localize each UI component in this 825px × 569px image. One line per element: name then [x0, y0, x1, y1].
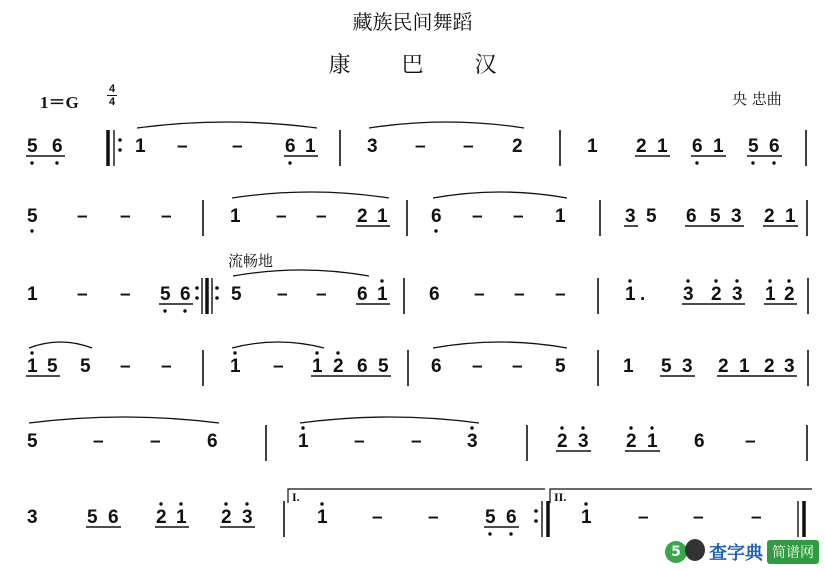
note: 6: [686, 206, 697, 227]
note: 2: [764, 356, 775, 377]
note: 6: [207, 431, 218, 452]
note: 5: [748, 136, 759, 157]
note: 3: [242, 507, 253, 528]
volta-bracket: [288, 489, 545, 503]
tie-slur: [137, 122, 317, 128]
note: 1: [298, 431, 309, 452]
duration-dash: –: [273, 356, 284, 377]
note: 5: [555, 356, 566, 377]
tie-slur: [29, 417, 219, 423]
duration-dash: –: [316, 284, 327, 305]
note: 6: [52, 136, 63, 157]
note: 2: [636, 136, 647, 157]
note: 1: [230, 356, 241, 377]
note: 1: [555, 206, 566, 227]
high-octave-dot: [245, 502, 248, 505]
logo-tag: 简谱网: [767, 540, 819, 564]
note: 5: [378, 356, 389, 377]
note: 6: [431, 356, 442, 377]
note: 2: [512, 136, 523, 157]
repeat-dot: [118, 138, 122, 142]
note: 3: [784, 356, 795, 377]
duration-dash: –: [472, 356, 483, 377]
song-category-title: 藏族民间舞蹈: [352, 10, 473, 34]
high-octave-dot: [560, 426, 563, 429]
note: 1: [230, 206, 241, 227]
low-octave-dot: [30, 229, 33, 232]
note: 1: [713, 136, 724, 157]
volta-label: II.: [554, 490, 567, 504]
duration-dash: –: [411, 431, 422, 452]
note: 1: [647, 431, 658, 452]
duration-dash: –: [354, 431, 365, 452]
duration-dash: –: [372, 507, 383, 528]
note: 3: [682, 356, 693, 377]
note: 3: [367, 136, 378, 157]
note: 2: [718, 356, 729, 377]
note: 5: [87, 507, 98, 528]
high-octave-dot: [650, 426, 653, 429]
repeat-dot: [534, 509, 538, 513]
note: 1: [765, 284, 776, 305]
note: 2: [333, 356, 344, 377]
duration-dash: –: [514, 284, 525, 305]
high-octave-dot: [179, 502, 182, 505]
high-octave-dot: [714, 279, 717, 282]
duration-dash: –: [463, 136, 474, 157]
low-octave-dot: [30, 161, 33, 164]
volta-bracket: [550, 489, 812, 503]
note: 2: [221, 507, 232, 528]
duration-dash: –: [77, 206, 88, 227]
duration-dash: –: [232, 136, 243, 157]
time-signature-bottom: 4: [108, 96, 116, 108]
low-octave-dot: [488, 532, 491, 535]
key-signature: 1＝G: [40, 93, 79, 112]
note: 5: [27, 431, 38, 452]
note: 3: [731, 206, 742, 227]
low-octave-dot: [751, 161, 754, 164]
logo-badge-icon: 5: [665, 541, 687, 563]
duration-dash: –: [120, 356, 131, 377]
duration-dash: –: [638, 507, 649, 528]
high-octave-dot: [224, 502, 227, 505]
low-octave-dot: [55, 161, 58, 164]
note: 6: [285, 136, 296, 157]
note: 1: [581, 507, 592, 528]
note: 1: [305, 136, 316, 157]
high-octave-dot: [470, 426, 473, 429]
duration-dash: –: [472, 206, 483, 227]
tie-slur: [232, 342, 324, 348]
high-octave-dot: [233, 351, 236, 354]
duration-dash: –: [555, 284, 566, 305]
duration-dash: –: [745, 431, 756, 452]
note: 1: [312, 356, 323, 377]
note: 2: [626, 431, 637, 452]
note: 6: [506, 507, 517, 528]
note: 1: [135, 136, 146, 157]
note: 5: [160, 284, 171, 305]
duration-dash: –: [120, 206, 131, 227]
note: 3: [625, 206, 636, 227]
high-octave-dot: [380, 279, 383, 282]
note: 3: [732, 284, 743, 305]
high-octave-dot: [159, 502, 162, 505]
note: 5: [27, 206, 38, 227]
high-octave-dot: [581, 426, 584, 429]
logo-site-name: 查字典: [709, 543, 763, 564]
note: 2: [784, 284, 795, 305]
duration-dash: –: [93, 431, 104, 452]
note: 5: [47, 356, 58, 377]
tie-slur: [433, 342, 567, 348]
high-octave-dot: [320, 502, 323, 505]
high-octave-dot: [629, 426, 632, 429]
repeat-dot: [534, 519, 538, 523]
note: 6: [431, 206, 442, 227]
high-octave-dot: [628, 279, 631, 282]
mascot-icon: [685, 539, 705, 561]
note: 1: [317, 507, 328, 528]
high-octave-dot: [735, 279, 738, 282]
note: 1: [176, 507, 187, 528]
repeat-dot: [118, 148, 122, 152]
high-octave-dot: [686, 279, 689, 282]
dotted-note-dot: .: [640, 284, 646, 305]
duration-dash: –: [177, 136, 188, 157]
low-octave-dot: [509, 532, 512, 535]
note: 5: [80, 356, 91, 377]
note: 5: [710, 206, 721, 227]
note: 3: [27, 507, 38, 528]
duration-dash: –: [161, 356, 172, 377]
low-octave-dot: [772, 161, 775, 164]
note: 3: [683, 284, 694, 305]
note: 6: [769, 136, 780, 157]
note: 1: [623, 356, 634, 377]
duration-dash: –: [316, 206, 327, 227]
note: 2: [711, 284, 722, 305]
repeat-dot: [215, 286, 219, 290]
note: 1: [27, 356, 38, 377]
note: 5: [27, 136, 38, 157]
low-octave-dot: [183, 309, 186, 312]
note: 6: [694, 431, 705, 452]
duration-dash: –: [150, 431, 161, 452]
tie-slur: [369, 122, 524, 128]
repeat-dot: [195, 296, 199, 300]
high-octave-dot: [336, 351, 339, 354]
high-octave-dot: [768, 279, 771, 282]
low-octave-dot: [695, 161, 698, 164]
duration-dash: –: [77, 284, 88, 305]
duration-dash: –: [428, 507, 439, 528]
note: 2: [764, 206, 775, 227]
tempo-marking: 流畅地: [228, 252, 274, 270]
note: 1: [785, 206, 796, 227]
note: 1: [377, 206, 388, 227]
volta-label: I.: [292, 490, 300, 504]
high-octave-dot: [787, 279, 790, 282]
high-octave-dot: [584, 502, 587, 505]
duration-dash: –: [276, 206, 287, 227]
note: 1: [739, 356, 750, 377]
note: 1: [625, 284, 636, 305]
note: 5: [661, 356, 672, 377]
note: 5: [231, 284, 242, 305]
note: 1: [587, 136, 598, 157]
low-octave-dot: [163, 309, 166, 312]
note: 5: [485, 507, 496, 528]
tie-slur: [29, 342, 92, 348]
repeat-dot: [215, 296, 219, 300]
note: 1: [27, 284, 38, 305]
duration-dash: –: [474, 284, 485, 305]
note: 3: [578, 431, 589, 452]
note: 6: [357, 284, 368, 305]
tie-slur: [233, 270, 369, 276]
note: 2: [357, 206, 368, 227]
duration-dash: –: [513, 206, 524, 227]
low-octave-dot: [434, 229, 437, 232]
note: 6: [108, 507, 119, 528]
note: 2: [557, 431, 568, 452]
duration-dash: –: [120, 284, 131, 305]
tie-slur: [300, 417, 479, 423]
low-octave-dot: [288, 161, 291, 164]
tie-slur: [232, 192, 389, 198]
note: 1: [657, 136, 668, 157]
duration-dash: –: [693, 507, 704, 528]
high-octave-dot: [301, 426, 304, 429]
watermark-logo: [665, 539, 819, 565]
note: 5: [646, 206, 657, 227]
note: 3: [467, 431, 478, 452]
duration-dash: –: [751, 507, 762, 528]
duration-dash: –: [415, 136, 426, 157]
song-title: 康 巴 汉: [328, 53, 519, 78]
tie-slur: [433, 192, 567, 198]
note: 6: [357, 356, 368, 377]
high-octave-dot: [30, 351, 33, 354]
duration-dash: –: [161, 206, 172, 227]
composer-credit: 央 忠曲: [732, 90, 782, 108]
time-signature-top: 4: [108, 83, 116, 95]
duration-dash: –: [277, 284, 288, 305]
note: 6: [180, 284, 191, 305]
note: 6: [692, 136, 703, 157]
high-octave-dot: [315, 351, 318, 354]
note: 2: [156, 507, 167, 528]
duration-dash: –: [512, 356, 523, 377]
note: 1: [377, 284, 388, 305]
note: 6: [429, 284, 440, 305]
repeat-dot: [195, 286, 199, 290]
